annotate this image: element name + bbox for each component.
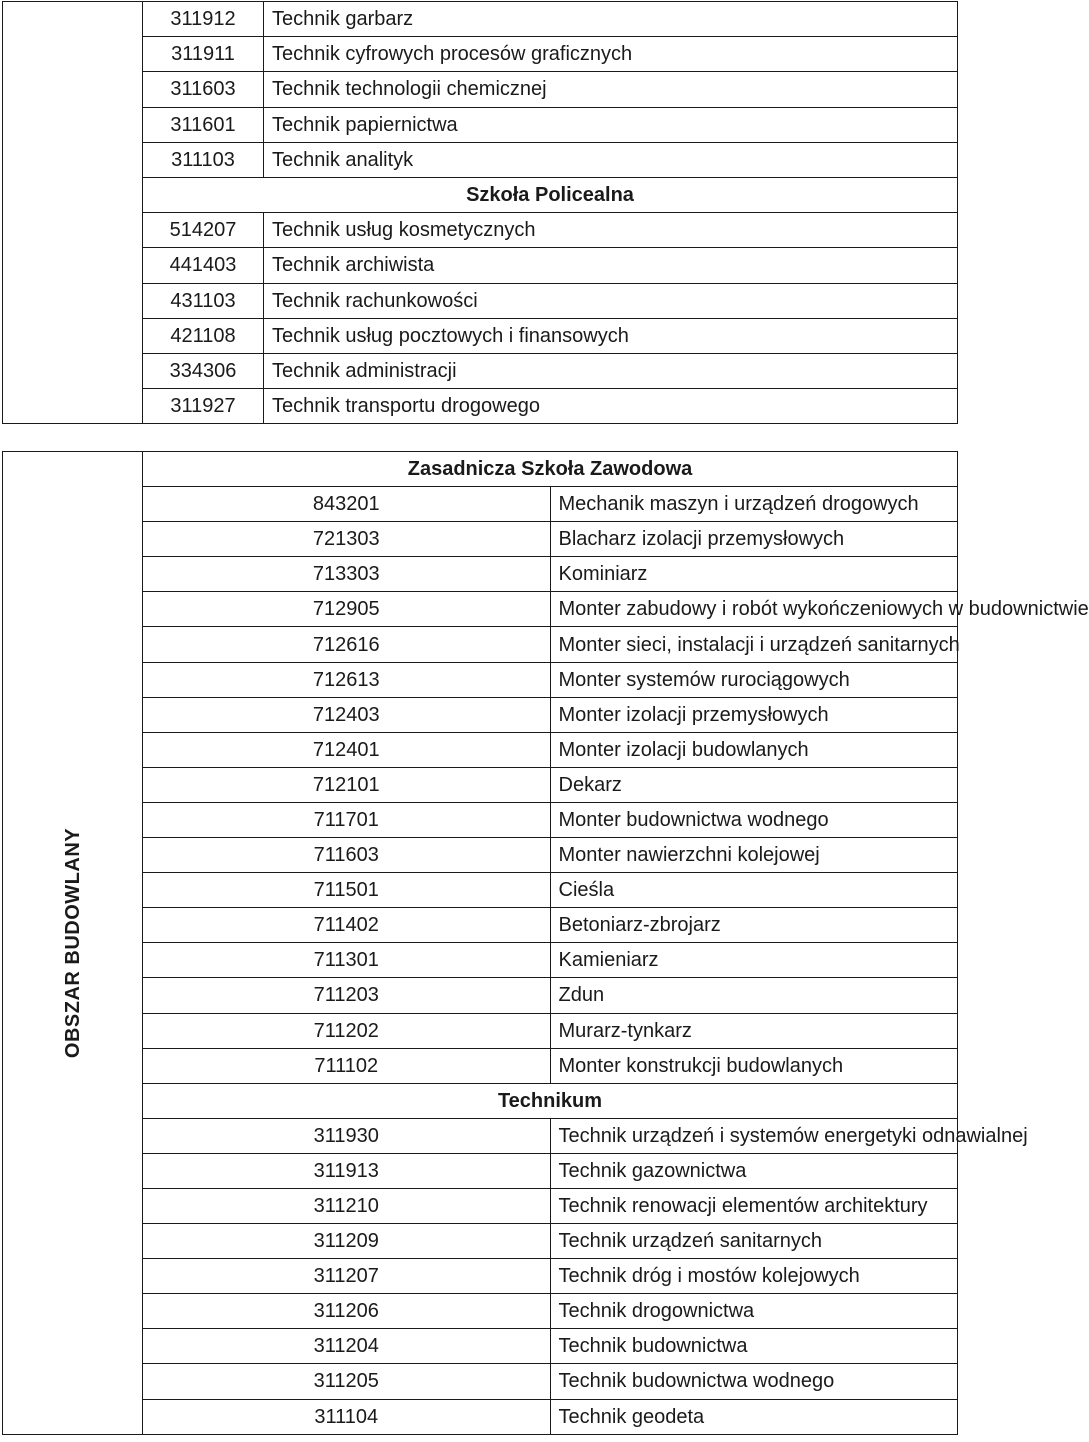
profession-name: Technik papiernictwa [264,107,958,142]
profession-code: 311209 [143,1224,551,1259]
profession-code: 431103 [143,283,264,318]
profession-code: 311603 [143,72,264,107]
table-row [3,1013,958,1048]
profession-code: 311210 [143,1188,551,1223]
table-row [3,1259,958,1294]
section-row [3,452,958,487]
profession-name: Murarz-tynkarz [550,1013,958,1048]
profession-code: 334306 [143,353,264,388]
profession-code: 711701 [143,802,551,837]
table-row [3,248,958,283]
table-row [3,1364,958,1399]
profession-name: Mechanik maszyn i urządzeń drogowych [550,487,958,522]
table-row [3,662,958,697]
table-row [3,732,958,767]
table-row [3,522,958,557]
table-row [3,1118,958,1153]
profession-code: 711501 [143,873,551,908]
profession-code: 311930 [143,1118,551,1153]
table-row [3,389,958,424]
profession-name: Monter sieci, instalacji i urządzeń sanitarnych [550,627,958,662]
table-row [3,1188,958,1223]
profession-code: 311207 [143,1259,551,1294]
profession-code: 711202 [143,1013,551,1048]
section-heading-technikum: Technikum [143,1083,958,1118]
table-row [3,1224,958,1259]
profession-name: Technik budownictwa [550,1329,958,1364]
profession-name: Technik transportu drogowego [264,389,958,424]
profession-name: Kominiarz [550,557,958,592]
table-row [3,697,958,732]
area-label-cell-construction [3,452,143,1435]
profession-code: 711402 [143,908,551,943]
table-row [3,142,958,177]
table-row [3,72,958,107]
table-row [3,2,958,37]
profession-code: 712401 [143,732,551,767]
profession-code: 311204 [143,1329,551,1364]
profession-name: Technik dróg i mostów kolejowych [550,1259,958,1294]
profession-name: Monter zabudowy i robót wykończeniowych w budownictwie [550,592,958,627]
table-row [3,487,958,522]
table-row [3,37,958,72]
table-row [3,838,958,873]
table-row [3,1329,958,1364]
profession-name: Technik urządzeń sanitarnych [550,1224,958,1259]
profession-name: Technik geodeta [550,1399,958,1434]
area-label: OBSZAR BUDOWLANY [61,827,84,1058]
table-row [3,978,958,1013]
table-row [3,627,958,662]
profession-code: 711301 [143,943,551,978]
profession-name: Technik cyfrowych procesów graficznych [264,37,958,72]
section-heading-policealna: Szkoła Policealna [143,177,958,212]
profession-name: Technik gazownictwa [550,1153,958,1188]
profession-code: 711102 [143,1048,551,1083]
profession-name: Blacharz izolacji przemysłowych [550,522,958,557]
profession-name: Technik administracji [264,353,958,388]
area-label-cell-top [3,2,143,424]
section-row [3,177,958,212]
profession-name: Technik urządzeń i systemów energetyki odnawialnej [550,1118,958,1153]
profession-code: 421108 [143,318,264,353]
profession-name: Technik technologii chemicznej [264,72,958,107]
profession-name: Monter konstrukcji budowlanych [550,1048,958,1083]
profession-code: 311104 [143,1399,551,1434]
profession-table-construction [2,451,1089,1435]
profession-name: Technik budownictwa wodnego [550,1364,958,1399]
table-row [3,943,958,978]
profession-name: Monter izolacji przemysłowych [550,697,958,732]
profession-name: Technik garbarz [264,2,958,37]
profession-name: Technik archiwista [264,248,958,283]
profession-code: 713303 [143,557,551,592]
profession-code: 514207 [143,213,264,248]
profession-code: 311911 [143,37,264,72]
table-row [3,1294,958,1329]
profession-code: 712613 [143,662,551,697]
profession-code: 311912 [143,2,264,37]
profession-name: Kamieniarz [550,943,958,978]
profession-code: 311601 [143,107,264,142]
profession-name: Zdun [550,978,958,1013]
table-row [3,557,958,592]
profession-code: 721303 [143,522,551,557]
profession-code: 311913 [143,1153,551,1188]
profession-code: 712905 [143,592,551,627]
profession-name: Technik renowacji elementów architektury [550,1188,958,1223]
profession-code: 711203 [143,978,551,1013]
profession-name: Dekarz [550,767,958,802]
profession-code: 843201 [143,487,551,522]
table-row [3,1153,958,1188]
profession-name: Technik usług pocztowych i finansowych [264,318,958,353]
profession-code: 311205 [143,1364,551,1399]
profession-code: 712616 [143,627,551,662]
table-row [3,353,958,388]
profession-name: Monter systemów rurociągowych [550,662,958,697]
table-row [3,283,958,318]
profession-name: Monter izolacji budowlanych [550,732,958,767]
profession-code: 311927 [143,389,264,424]
table-row [3,802,958,837]
profession-table-top [2,1,958,424]
profession-name: Technik rachunkowości [264,283,958,318]
profession-name: Technik drogownictwa [550,1294,958,1329]
profession-code: 712101 [143,767,551,802]
section-heading-zasadnicza: Zasadnicza Szkoła Zawodowa [143,452,958,487]
table-row [3,873,958,908]
profession-name: Betoniarz-zbrojarz [550,908,958,943]
profession-code: 311206 [143,1294,551,1329]
profession-name: Technik analityk [264,142,958,177]
profession-code: 311103 [143,142,264,177]
profession-code: 441403 [143,248,264,283]
table-row [3,767,958,802]
table-row [3,1048,958,1083]
profession-name: Monter budownictwa wodnego [550,802,958,837]
section-row [3,1083,958,1118]
profession-name: Technik usług kosmetycznych [264,213,958,248]
table-row [3,213,958,248]
profession-code: 712403 [143,697,551,732]
profession-name: Monter nawierzchni kolejowej [550,838,958,873]
table-row [3,908,958,943]
table-row [3,592,958,627]
table-row [3,1399,958,1434]
profession-code: 711603 [143,838,551,873]
profession-name: Cieśla [550,873,958,908]
table-row [3,318,958,353]
table-row [3,107,958,142]
